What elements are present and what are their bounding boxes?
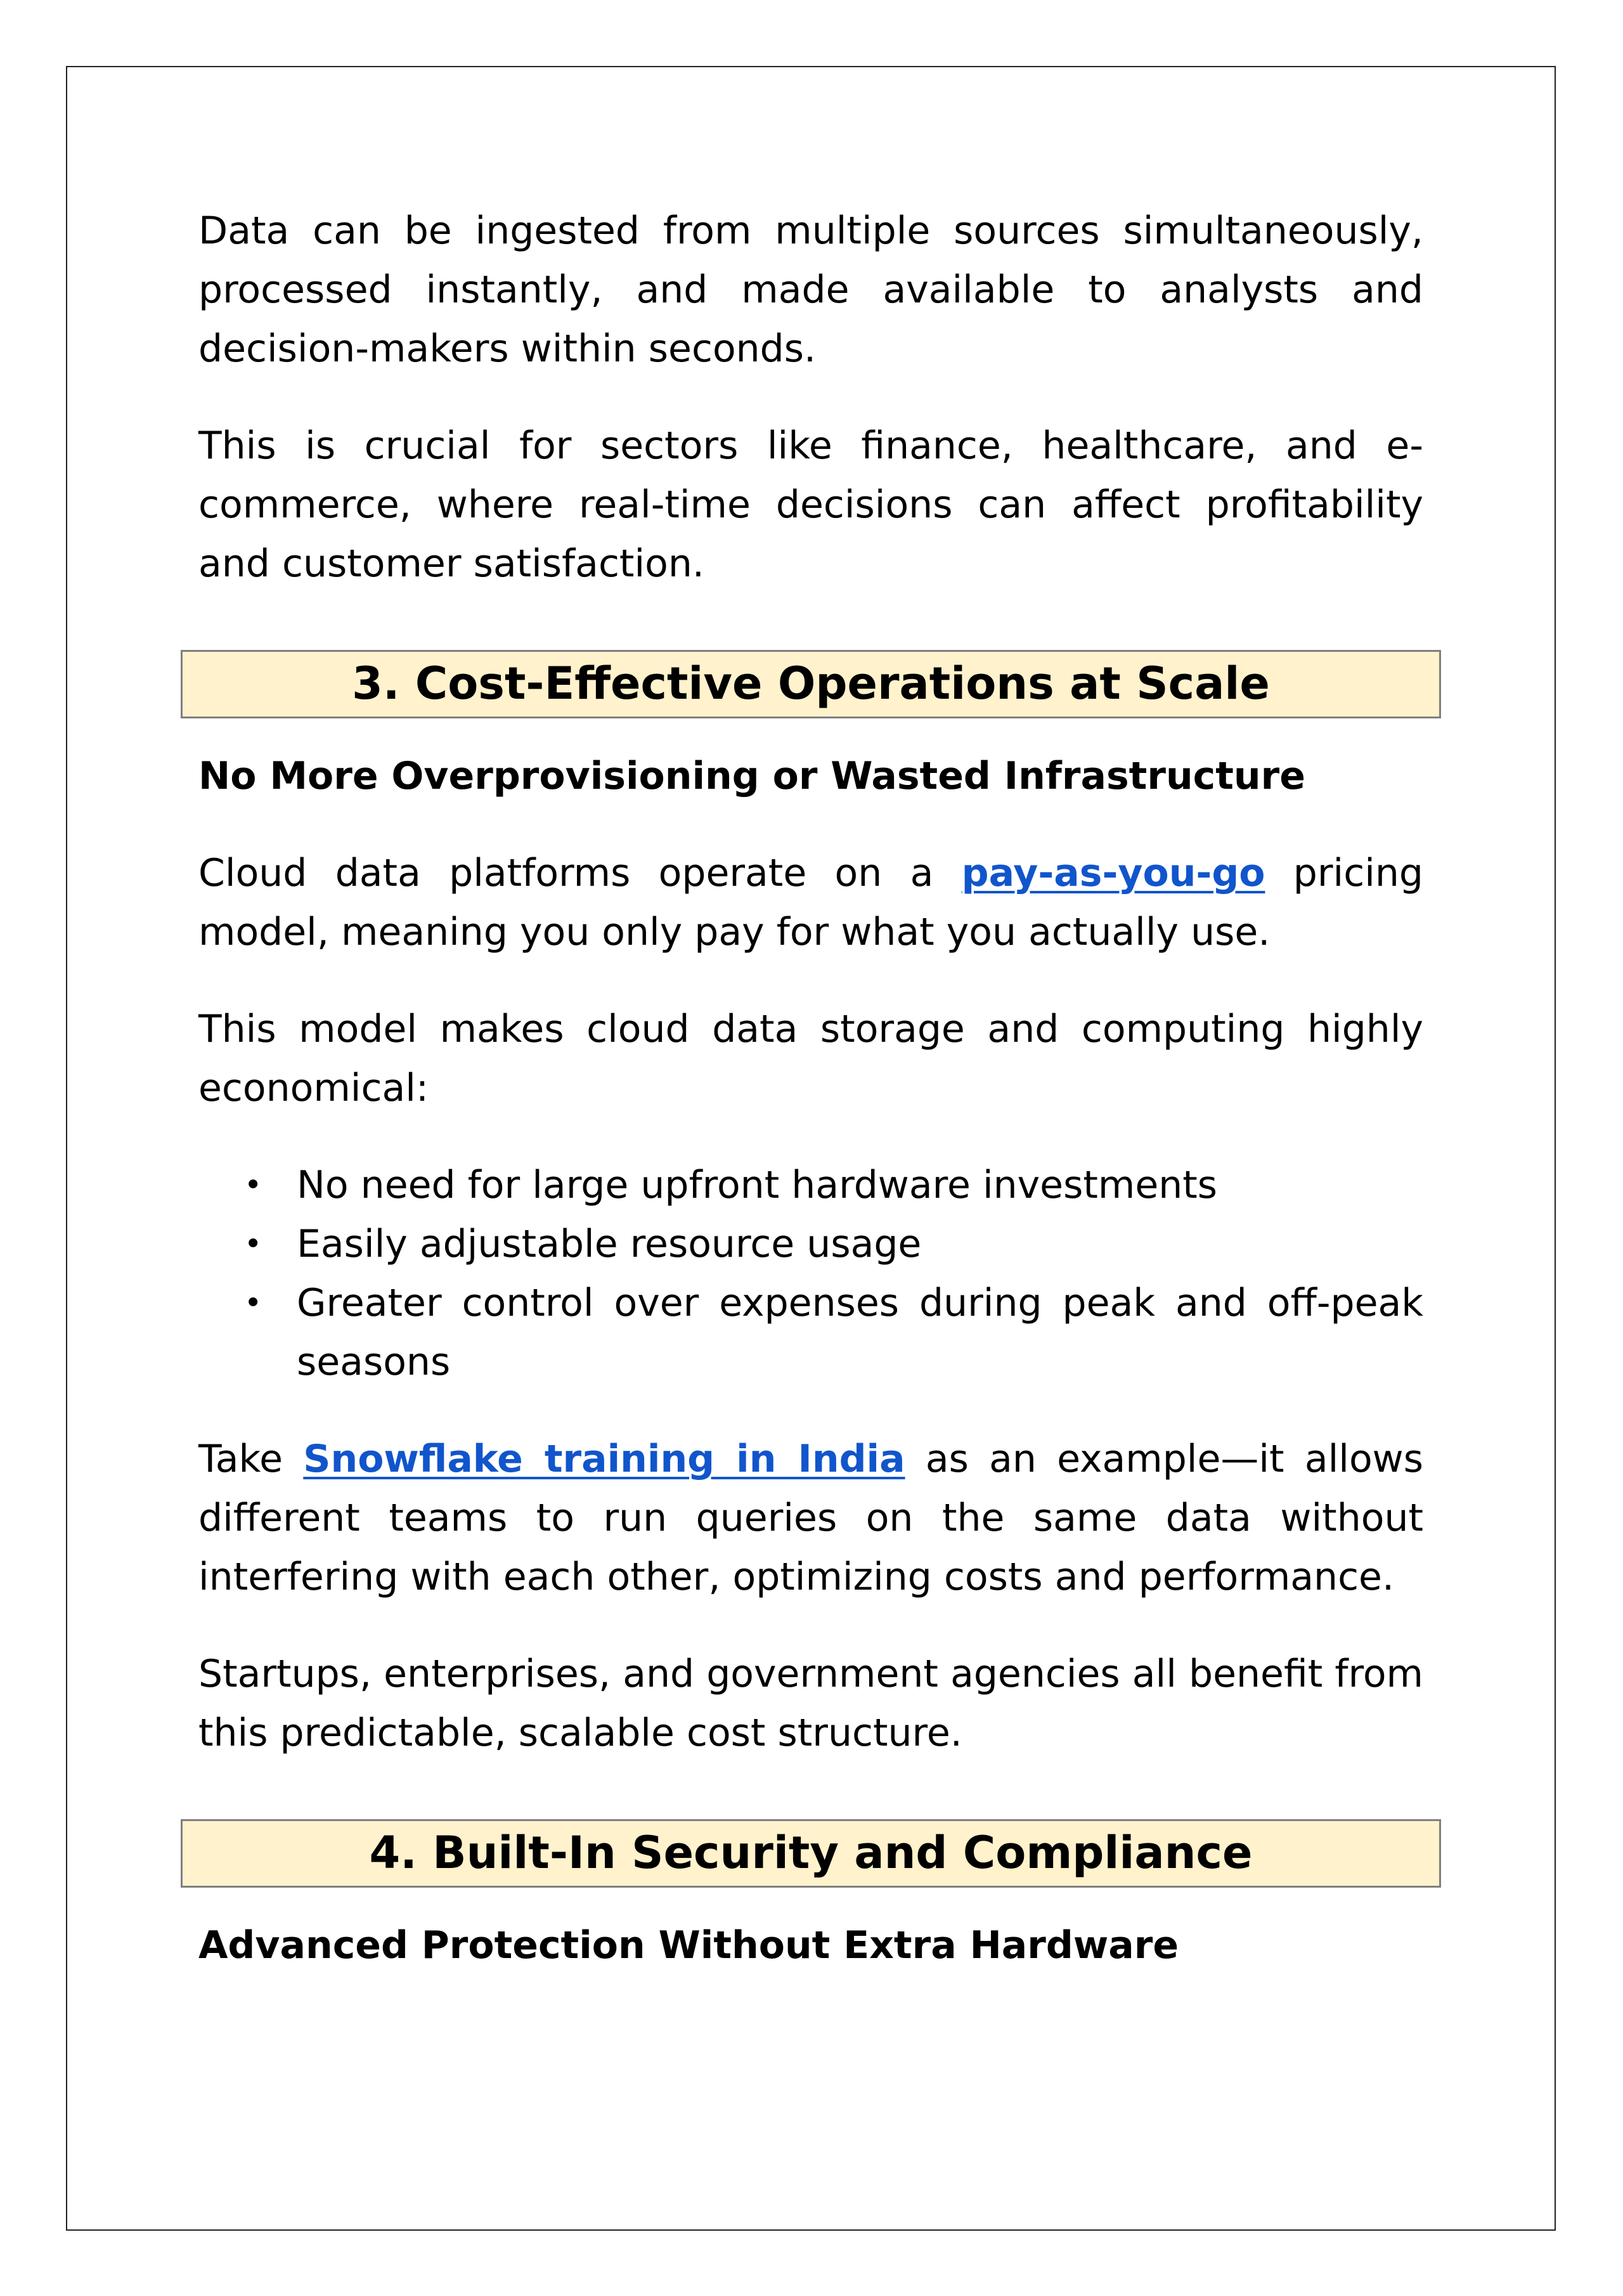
- document-body: [198, 202, 1423, 1975]
- section-3-paragraph-3-start: Take: [198, 1437, 304, 1481]
- list-item-text: Greater control over expenses during peak and off-peak seasons: [297, 1281, 1423, 1384]
- bullet-icon: •: [244, 1167, 262, 1203]
- snowflake-training-link[interactable]: Snowflake training in India: [303, 1437, 905, 1481]
- section-3-paragraph-3-end: as an example—it allows different teams to run queries on the same data without interfering with each other, optimizing costs and performance.: [198, 1437, 1423, 1599]
- list-item: [198, 1215, 1423, 1274]
- bullet-icon: •: [244, 1285, 262, 1321]
- section-3-paragraph-1-end: pricing model, meaning you only pay for what you actually use.: [198, 851, 1423, 954]
- list-item-text: Easily adjustable resource usage: [297, 1222, 922, 1266]
- section-3-paragraph-4: Startups, enterprises, and government agencies all benefit from this predictable, scalable cost structure.: [198, 1652, 1423, 1755]
- section-3-paragraph-2: This model makes cloud data storage and computing highly economical:: [198, 1007, 1423, 1110]
- section-3-subheading: No More Overprovisioning or Wasted Infrastructure: [198, 754, 1305, 798]
- section-3-paragraph-3: [198, 1430, 1423, 1607]
- section-4-heading: 4. Built-In Security and Compliance: [181, 1819, 1441, 1888]
- bullet-icon: •: [244, 1226, 262, 1262]
- benefits-list: [198, 1156, 1423, 1392]
- section-3-heading: 3. Cost-Effective Operations at Scale: [181, 650, 1441, 718]
- section-3-paragraph-1-start: Cloud data platforms operate on a: [198, 851, 962, 895]
- list-item-text: No need for large upfront hardware investments: [297, 1163, 1218, 1207]
- section-3-paragraph-1: [198, 844, 1423, 962]
- section-4-subheading: Advanced Protection Without Extra Hardware: [198, 1923, 1179, 1968]
- pay-as-you-go-link[interactable]: pay-as-you-go: [961, 851, 1265, 895]
- intro-paragraph-2: This is crucial for sectors like finance, healthcare, and e-commerce, where real-time decisions can affect profitability and customer satisfaction.: [198, 424, 1423, 586]
- intro-paragraph-1: Data can be ingested from multiple sources simultaneously, processed instantly, and made available to analysts and decision-makers within seconds.: [198, 209, 1423, 371]
- list-item: [198, 1156, 1423, 1215]
- list-item: [198, 1274, 1423, 1392]
